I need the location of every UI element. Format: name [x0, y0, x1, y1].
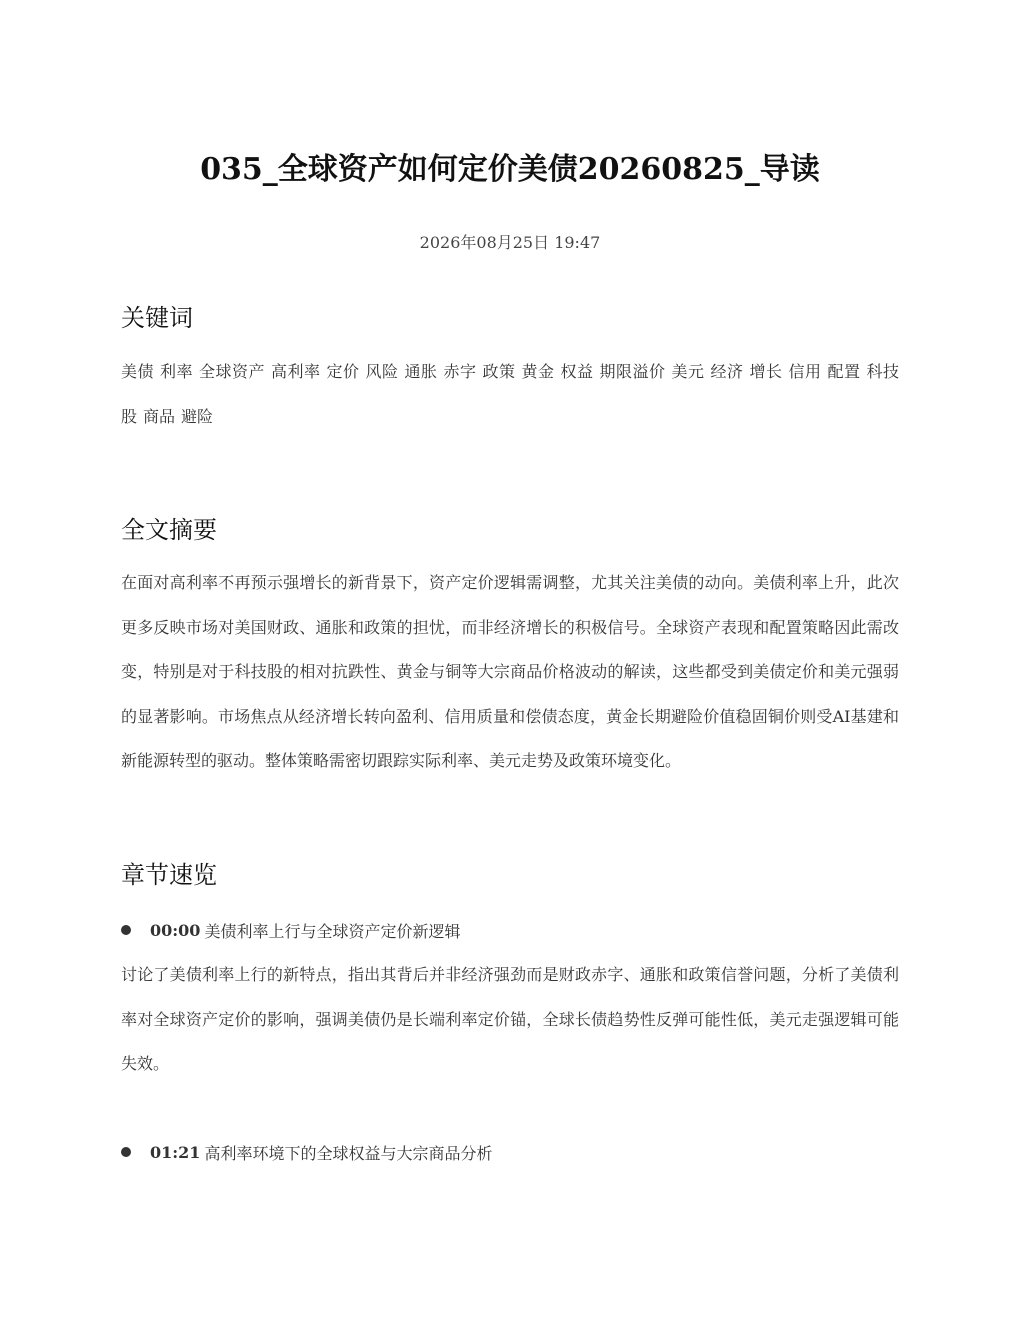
- chapters-heading: 章节速览: [121, 861, 217, 889]
- keyword-item: 信用: [788, 362, 822, 381]
- keyword-item: 赤字: [443, 362, 477, 381]
- keyword-item: 政策: [482, 362, 516, 381]
- keyword-item: 定价: [326, 362, 360, 381]
- keyword-item: 美债: [121, 362, 154, 381]
- document-date: 2026年08月25日 19:47: [419, 233, 601, 252]
- keyword-item: 美元: [671, 362, 705, 381]
- keywords-heading: 关键词: [121, 304, 193, 332]
- keyword-item: 黄金: [521, 362, 555, 381]
- chapter-description: 讨论了美债利率上行的新特点，指出其背后并非经济强劲而是财政赤字、通胀和政策信誉问题，分析了美债利率对全球资产定价的影响，强调美债仍是长端利率定价锚，全球长债趋势性反弹可能性低，美元走强逻辑可能失效。: [121, 965, 899, 1074]
- document-title: 035_全球资产如何定价美债20260825_导读: [200, 152, 820, 187]
- chapter-timestamp: 01:21: [150, 1142, 201, 1162]
- keyword-item: 通胀: [404, 362, 438, 381]
- keyword-item: 权益: [560, 362, 594, 381]
- chapter-item: [121, 918, 899, 942]
- bullet-icon: [121, 925, 131, 935]
- keyword-item: 全球资产: [199, 362, 265, 381]
- keyword-item: 高利率: [270, 362, 321, 381]
- summary-heading: 全文摘要: [121, 516, 217, 544]
- keyword-item: 避险: [181, 406, 214, 426]
- keyword-item: 期限溢价: [599, 362, 666, 381]
- keyword-item: 科技股: [121, 362, 899, 426]
- keyword-item: 商品: [143, 406, 176, 426]
- summary-text: 在面对高利率不再预示强增长的新背景下，资产定价逻辑需调整，尤其关注美债的动向。美债利率上升，此次更多反映市场对美国财政、通胀和政策的担忧，而非经济增长的积极信号。全球资产表现和配置策略因此需改变，特别是对于科技股的相对抗跌性、黄金与铜等大宗商品价格波动的解读，这些都受到美债定价和美元强弱的显著影响。市场焦点从经济增长转向盈利、信用质量和偿债态度，黄金长期避险价值稳固铜价则受AI基建和新能源转型的驱动。整体策略需密切跟踪实际利率、美元走势及政策环境变化。: [121, 573, 899, 771]
- chapter-title: 高利率环境下的全球权益与大宗商品分析: [204, 1143, 493, 1163]
- keyword-item: 配置: [827, 362, 861, 381]
- keyword-item: 经济: [710, 362, 744, 381]
- keyword-item: 增长: [749, 362, 783, 381]
- bullet-icon: [121, 1147, 131, 1157]
- chapter-timestamp: 00:00: [150, 920, 201, 940]
- chapter-item: [121, 1140, 899, 1164]
- keyword-item: 利率: [160, 362, 193, 381]
- keyword-item: 风险: [365, 362, 399, 381]
- chapter-title: 美债利率上行与全球资产定价新逻辑: [204, 921, 461, 941]
- keywords-list: [121, 350, 899, 439]
